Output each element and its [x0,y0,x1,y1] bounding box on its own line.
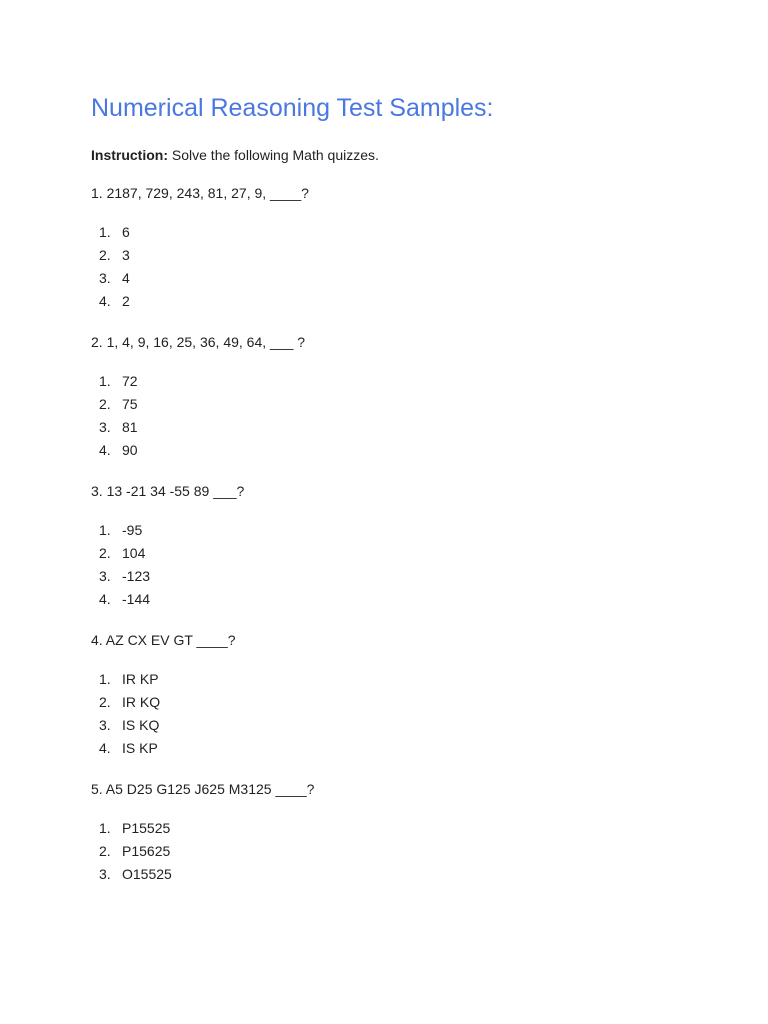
option-text: 72 [122,373,138,389]
option-number: 3. [99,866,111,882]
option [91,267,731,290]
option-number: 4. [99,293,111,309]
option-number: 2. [99,843,111,859]
option-text: 4 [122,270,130,286]
option-text: 90 [122,442,138,458]
option [91,565,731,588]
option-number: 2. [99,694,111,710]
question-2: 2. 1, 4, 9, 16, 25, 36, 49, 64, ___ ? [91,334,306,350]
option [91,244,731,267]
question-3: 3. 13 -21 34 -55 89 ___? [91,483,245,499]
instruction-label: Instruction: [91,147,168,163]
question-4-options [91,668,731,760]
option-text: 6 [122,224,130,240]
question-1-options [91,221,731,313]
option [91,290,731,313]
option [91,221,731,244]
option-number: 4. [99,591,111,607]
option-text: -123 [122,568,151,584]
option-text: O15525 [122,866,172,882]
option-text: IR KP [122,671,159,687]
option-number: 3. [99,419,111,435]
option-number: 1. [99,820,111,836]
option [91,737,731,760]
option-number: 2. [99,545,111,561]
option-text: 3 [122,247,130,263]
option [91,393,731,416]
page-title: Numerical Reasoning Test Samples: [91,94,494,122]
option-text: P15625 [122,843,171,859]
option [91,439,731,462]
option-number: 4. [99,740,111,756]
instruction-text: Solve the following Math quizzes. [168,147,379,163]
option-text: P15525 [122,820,171,836]
option [91,840,731,863]
option-number: 4. [99,442,111,458]
option-number: 1. [99,224,111,240]
option [91,817,731,840]
option-text: -95 [122,522,143,538]
option-number: 2. [99,396,111,412]
question-5-options [91,817,731,886]
question-1: 1. 2187, 729, 243, 81, 27, 9, ____? [91,185,309,201]
option-number: 1. [99,373,111,389]
document-page [91,90,731,886]
option-number: 3. [99,270,111,286]
option-text: -144 [122,591,151,607]
option [91,519,731,542]
option-text: IR KQ [122,694,161,710]
option-number: 1. [99,522,111,538]
question-3-options [91,519,731,611]
option-text: IS KQ [122,717,160,733]
option-text: 75 [122,396,138,412]
question-2-options [91,370,731,462]
option [91,588,731,611]
option-text: 104 [122,545,146,561]
option-number: 3. [99,717,111,733]
option [91,691,731,714]
option-number: 3. [99,568,111,584]
question-4: 4. AZ CX EV GT ____? [91,632,236,648]
option-number: 1. [99,671,111,687]
option-text: 2 [122,293,130,309]
option-text: 81 [122,419,138,435]
option-text: IS KP [122,740,158,756]
option [91,714,731,737]
option [91,863,731,886]
option-number: 2. [99,247,111,263]
option [91,370,731,393]
instruction-line [91,146,731,164]
option [91,668,731,691]
option [91,542,731,565]
option [91,416,731,439]
question-5: 5. A5 D25 G125 J625 M3125 ____? [91,781,315,797]
